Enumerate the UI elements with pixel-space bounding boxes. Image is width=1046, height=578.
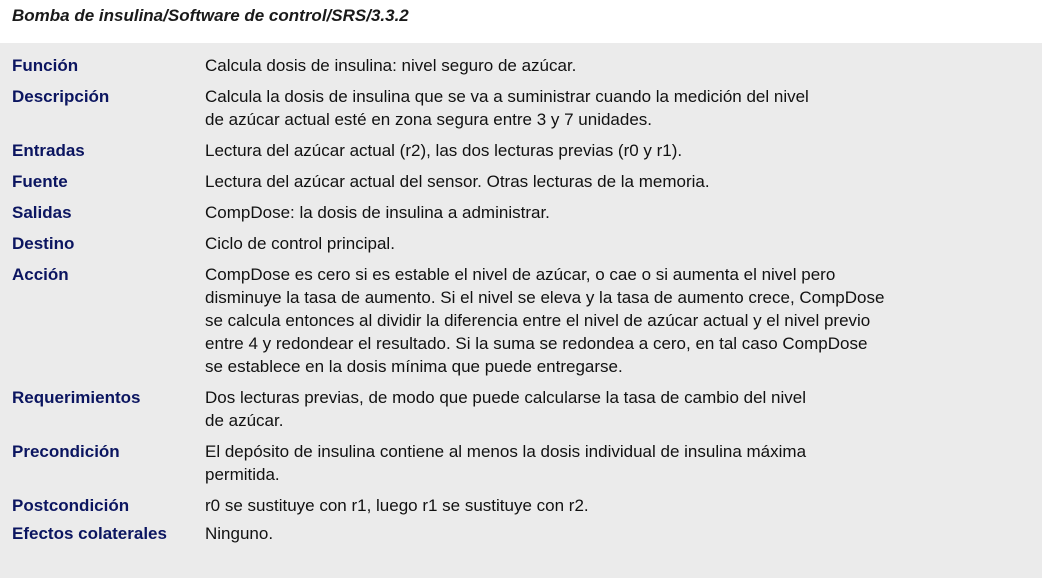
spec-value [205,139,1042,162]
spec-value [205,201,1042,224]
spec-row-precondicion [0,440,1042,486]
spec-row-requerimientos [0,386,1042,432]
spec-row-destino [0,232,1042,255]
spec-row-salidas [0,201,1042,224]
spec-value-line: CompDose es cero si es estable el nivel de azúcar, o cae o si aumenta el nivel pero [205,265,836,284]
spec-row-accion [0,263,1042,378]
spec-row-fuente [0,170,1042,193]
spec-value-line: Ciclo de control principal. [205,234,395,253]
spec-value-line: Ninguno. [205,524,274,543]
spec-value-line: Dos lecturas previas, de modo que puede calcularse la tasa de cambio del nivel [205,388,807,407]
spec-label: Fuente [12,172,68,191]
spec-value [205,263,1042,378]
spec-value-line: Lectura del azúcar actual del sensor. Otras lecturas de la memoria. [205,172,710,191]
spec-value-line: permitida. [205,465,280,484]
spec-row-funcion [0,54,1042,77]
spec-label: Efectos colaterales [12,524,167,543]
spec-value-line: entre 4 y redondear el resultado. Si la suma se redondea a cero, en tal caso CompDose [205,334,868,353]
spec-value-line: Calcula la dosis de insulina que se va a suministrar cuando la medición del nivel [205,87,809,106]
spec-value-line: de azúcar actual esté en zona segura entre 3 y 7 unidades. [205,110,653,129]
spec-value [205,232,1042,255]
spec-label: Entradas [12,141,85,160]
spec-value [205,54,1042,77]
document-header: Bomba de insulina/Software de control/SRS/3.3.2 [12,6,409,25]
spec-value-line: CompDose: la dosis de insulina a administrar. [205,203,550,222]
spec-value-line: se calcula entonces al dividir la diferencia entre el nivel de azúcar actual y el nivel previo [205,311,871,330]
spec-row-efectos-colaterales [0,522,1042,545]
spec-value [205,522,1042,545]
spec-label: Acción [12,265,69,284]
spec-value [205,85,1042,131]
spec-value-line: se establece en la dosis mínima que puede entregarse. [205,357,623,376]
spec-value-line: Lectura del azúcar actual (r2), las dos lecturas previas (r0 y r1). [205,141,683,160]
spec-row-postcondicion [0,494,1042,517]
spec-value [205,494,1042,517]
spec-label: Destino [12,234,75,253]
spec-value-line: r0 se sustituye con r1, luego r1 se sustituye con r2. [205,496,589,515]
spec-row-entradas [0,139,1042,162]
spec-table [0,43,1042,578]
spec-value [205,440,1042,486]
spec-value-line: disminuye la tasa de aumento. Si el nivel se eleva y la tasa de aumento crece, CompDose [205,288,885,307]
spec-label: Función [12,56,79,75]
spec-row-descripcion [0,85,1042,131]
spec-label: Postcondición [12,496,130,515]
spec-label: Requerimientos [12,388,141,407]
spec-label: Salidas [12,203,72,222]
spec-value-line: de azúcar. [205,411,284,430]
spec-label: Descripción [12,87,110,106]
spec-value [205,170,1042,193]
spec-value-line: El depósito de insulina contiene al menos la dosis individual de insulina máxima [205,442,807,461]
spec-value-line: Calcula dosis de insulina: nivel seguro de azúcar. [205,56,577,75]
spec-value [205,386,1042,432]
spec-label: Precondición [12,442,120,461]
